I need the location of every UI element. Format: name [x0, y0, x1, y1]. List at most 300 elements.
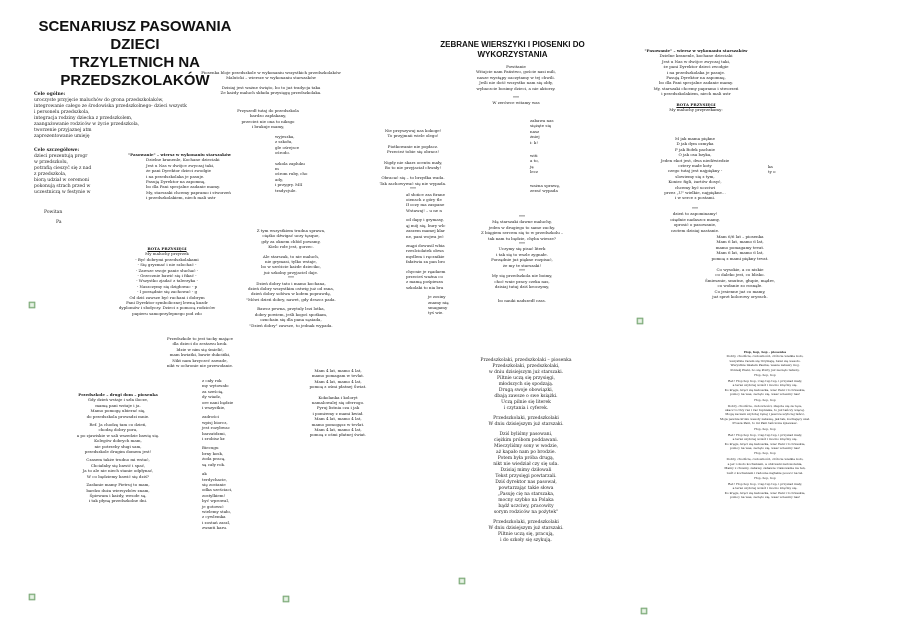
main-title-line: SCENARIUSZ PASOWANIA DZIECI: [38, 18, 232, 53]
hop-line: Ko kręgu, kręci się kaboszka, wiec Pani i to brzeskie,: [724, 387, 806, 392]
right-stanza-line: dzień to zapominamy!: [672, 211, 718, 217]
center-line: oiensch z góry tle: [406, 197, 442, 203]
center-line: Wstawaj! – u ne n: [406, 207, 442, 213]
right-stanza-line: cztery małe koty: [678, 163, 712, 169]
page-icon[interactable]: [458, 570, 466, 589]
stanza-line: Uczymy się pisać literk: [498, 246, 546, 252]
mid-line: Dzień dobry tato i mamo kochana,: [256, 280, 326, 286]
kolorowanka-line: Mam 4 lat, mamo 4 lat,: [314, 368, 362, 373]
right-stanza: [640, 136, 750, 233]
pajac-block: [160, 336, 240, 368]
mam-lat-line: Mam 6 lat, mamo 6 lat,: [716, 239, 764, 245]
center-line: Tak zachowywać się nie wypada.: [379, 180, 447, 186]
general-goals-heading: Cele ogólne:: [34, 92, 66, 97]
center-line: ne, pani wojwa jeć: [406, 233, 444, 239]
stanza-line: Mą starszaki dawne maluchy,: [492, 219, 552, 225]
center-line: chycnie je ręadaem: [406, 268, 446, 274]
mid-fragment: tradycjule.: [275, 187, 297, 193]
mid-block-b: [236, 228, 346, 328]
intro-line: Malutcki – wiersze w wykonaniu starszaków: [226, 75, 316, 81]
right-pasowanie-line: My, starszaki chcemy papramo i stworzeń: [653, 85, 739, 91]
collection-fragment: a to,: [530, 158, 539, 164]
przedszkolaki-line: Drugą swoje obowiązki,: [498, 388, 554, 393]
right-stanza-line: chcemy być uczciwi: [674, 184, 716, 190]
collection-line: W zerówce witamy was: [492, 100, 540, 106]
collection-fragment: zabawa nas: [530, 118, 554, 123]
drugi-dom-line: Kolegów dobrych mam,: [94, 438, 142, 444]
narrow-line: zostylkiem!: [202, 492, 226, 498]
przedszkolaki-line: powtarzając takie słowa: [498, 486, 554, 491]
right-pasowanie-line: i na przedszkolaka je pasuje.: [666, 69, 726, 75]
collection-line: Powitanie: [506, 64, 526, 69]
center-line: je zosiny: [428, 294, 446, 300]
przedszkolaki-line: W dniu dzisiejszym już starszaki.: [488, 526, 564, 531]
center-line: Bo to nie przyjaciał chwały!: [384, 165, 442, 171]
center-line: znąpi dowusil wbia: [406, 242, 445, 248]
narrow-column: [202, 378, 242, 531]
drugi-dom-line: i tak płyną przedszkolne dni.: [88, 498, 148, 504]
side-note: [768, 164, 784, 175]
drugi-dom-heading: Przedszkole – drugi dom – piosenka: [78, 392, 158, 397]
drugi-dom-line: Chciałaby się bawić i spać,: [90, 462, 146, 468]
center-line: od dapy i grymasy,: [406, 217, 444, 223]
center-line: smagamy: [428, 304, 448, 310]
center-line: ał słońce zza firane: [406, 191, 445, 197]
narrow-line: być wprowal,: [202, 498, 229, 504]
przedszkolaki-line: dbają zawsze o swe książki.: [494, 394, 558, 399]
right-stanza-line: czotem dzisiaj nastanie.: [670, 227, 720, 233]
przedszkolaki-line: Dziś dyrektor nas pasował,: [495, 480, 557, 485]
stanza-line: My się przedszkola nie boimy,: [491, 273, 553, 279]
narrow-line: zwanti karu.: [202, 525, 228, 531]
narrow-line: je gotowsć: [202, 503, 224, 509]
narrow-line: się zostanie: [202, 481, 226, 487]
drugi-dom-line: nie potrzeby sługi sam,: [94, 443, 142, 449]
drugi-dom-line: Ref. Ja chodzę tam co dzień,: [89, 422, 147, 428]
hop-line: Hop, hop, hop: [754, 451, 776, 456]
mid-fragment: gle ośrejsce: [275, 144, 300, 150]
przedszkolaki-line: nikt nie wiedział czy się uda.: [493, 462, 559, 467]
collection-fragment: ją: [530, 163, 534, 169]
przedszkolaki-line: mocny szybko na Polaka: [498, 498, 554, 503]
drugi-dom-line: Czasem także trudno mi wstać,: [86, 457, 150, 463]
narrow-line: są cały rok.: [202, 461, 226, 467]
przedszkolaki-line: Przedszkolaki, przedszkolaki: [493, 416, 559, 421]
hop-line: Moja pewnie kroku wesoły zabawę, jak tak, kochający szał.: [720, 416, 810, 421]
page-icon[interactable]: [28, 586, 36, 605]
przysiega-line: - Naszczymy się dzigłowac - p: [136, 283, 198, 289]
narrow-line: i zrobisz kr.: [202, 436, 226, 442]
mid-fragment: ady,: [275, 176, 283, 182]
mid-line: bo w szróżcie każde dzieciko,: [261, 264, 321, 270]
przysiega-heading: ROTA PRZYSIĘGI: [147, 246, 187, 251]
przedszkolaki-line: Dziś byliśmy pasowani,: [499, 432, 553, 437]
right-stanza-line: M jak mama piękne: [675, 136, 715, 141]
przedszkolaki-line: Mieczyliśmy sony w wodzie,: [493, 444, 559, 449]
narrow-line: z cały rok: [202, 378, 222, 383]
drugi-dom-line: Mamo pomogę ubierać się,: [90, 408, 146, 414]
hop-line: Hop, hop, hop: [754, 373, 776, 378]
pasowanie-line: Jest u Nas w dwójce zwyczaj taki,: [146, 162, 215, 168]
hop-line: Ref.! Hop hop hop, i tap tup tup, i przysiad mały,: [728, 481, 802, 486]
center-fragments: [372, 128, 454, 316]
mid-block-a: [228, 108, 308, 130]
center-line: ąj mój się, bury wlc: [406, 222, 446, 228]
right-stanza-line: i w serce z postami.: [674, 195, 716, 201]
przedszkolaki-line: Piltnie uczą się przysięgi,: [497, 376, 555, 381]
goal-line: pokonują strach przed w: [34, 184, 91, 189]
mid-fragment: wyjeszka,: [275, 134, 295, 139]
hop-line: Dobry, chodźcie, cudowności, zróbcie wielkie koło,: [726, 457, 804, 462]
mid-line: dzień dobry sołówa w kołem poprawdę,: [250, 291, 332, 297]
right-stanza-line: ***: [692, 205, 698, 211]
pasowanie-line: My, starszaki chcemy papramo i stworzeń: [146, 189, 231, 195]
goal-line: potrafią cieszyć się z nad: [34, 166, 92, 171]
przedszkolaki-line: W dniu dzisiejszym już starszaki.: [488, 422, 564, 427]
center-line: ***: [410, 186, 416, 192]
narrow-line: zadrości: [202, 414, 219, 420]
narrow-line: terdychacie,: [202, 476, 228, 482]
kolorowanka-line: Mam 4 lat, mamo 4 lat,: [314, 416, 362, 422]
kolorowanka-line: namalowalej się oferrogo.: [311, 400, 365, 406]
mam-lat-line: co daleko jest, co blisko.: [715, 272, 765, 278]
goal-line: integracja rodziny dziecka z przedszkolem,: [34, 116, 133, 121]
right-pasowanie-line: że pani Dyrektor dzieci zwodgie: [663, 64, 729, 70]
center-line: To przyjmnii wiele olego!: [387, 133, 439, 139]
przedszkolaki-line: Przedszkolaki, przedszkolaki,: [492, 364, 560, 369]
kolorowanka-line: mamo pomogęsz w tevlat.: [311, 421, 365, 427]
mam-lat-heading: Mam 6/6 lat – piosenka: [716, 234, 764, 239]
page-icon[interactable]: [282, 588, 290, 607]
przedszkolaki-line: Przedszkolaki, przedszkolaki: [493, 520, 559, 525]
mid-line: Ale starszak, to nie maluch,: [262, 253, 320, 259]
collection-fragment: witi: [530, 153, 538, 159]
pasowanie-line: i przedszkolakiem, niech mali ustr: [146, 195, 216, 201]
right-stanza-line: Jeden ekot jest, dwa niedźwiedzie: [660, 157, 730, 163]
intro-line: Dzisiaj jest ważne święto, bo to już tradycja taka: [221, 84, 321, 90]
right-stanza-line: D jak dym ozmyka: [676, 141, 714, 147]
mid-fragment: ośrom ruby, cho: [275, 171, 308, 177]
hop-block: [706, 350, 824, 558]
mid-line: bardzo zapłakany,: [249, 113, 287, 119]
right-przysiega-heading: ROTA PRZYSIĘGI: [676, 101, 716, 107]
stanza-line: ***: [519, 241, 525, 247]
center-line: fałatwia za pan bro: [406, 259, 445, 265]
przedszkolaki-heading: Przedszkolaki, przedszkolaki – piosenka: [480, 358, 572, 363]
kolorowanka-line: i pomżemy z mami kwiał.: [312, 410, 364, 416]
drugi-dom-line: przedszkole drugim domem jest!: [84, 449, 152, 455]
right-stanza-line: O jak osa bzyka,: [678, 152, 712, 158]
mid-line: i brakuje mamy,: [251, 124, 285, 130]
hop-line: Dobry, chodźcie, cudowności, zróbcie wielkie koło,: [726, 354, 804, 359]
narrow-line: i wszystkie,: [202, 405, 226, 411]
right-pasowanie-line: bo dla Pani specjalne zadanie mamy.: [658, 80, 733, 86]
narrow-line: ore nani będzie: [202, 399, 234, 405]
przedszkolaki-line: i czytania i cyferek.: [503, 406, 549, 411]
collection-line: Jeśli nie dość wszystko nam się obły,: [479, 80, 553, 86]
mid-line: Kielo rołe jest, gorzec.: [268, 244, 314, 250]
pajac-line: dla dzieci do zestawu krok.: [172, 341, 228, 347]
hop-line: Hop, hop, hop: [754, 475, 776, 480]
center-line: Przecież tobie się obracz!: [386, 149, 440, 155]
pajac-line: Nikt nam krzyczeć zawade,: [172, 357, 228, 363]
mid-fragment: ośrodo.: [275, 150, 290, 156]
collection-title: [440, 40, 585, 60]
przedszkolaki-line: Potem była próba drugą,: [497, 456, 555, 461]
mid-fragment: z szkołu,: [275, 139, 293, 145]
mid-line: już szkolny przyjaciel daje.: [263, 269, 319, 275]
center-line: Obracać się – to brzydka wada.: [381, 175, 445, 181]
drugi-dom-line: chodzę dobry pora,: [98, 427, 138, 433]
przysiega-line: papieru samoprzylepnego pod zdo: [132, 310, 202, 316]
mid-line: oznchain się dla pana sąsiada,: [260, 317, 322, 323]
collection-stars: ***: [513, 95, 519, 101]
goal-line: zaangażowanie rodziców w życie przedszkola,: [34, 122, 140, 127]
specific-goals-heading: Cele szczegółowe:: [34, 148, 80, 153]
center-line: Nigdy nie skarz ocentu mały,: [383, 159, 443, 165]
center-line: przecieś waźna co: [406, 273, 443, 279]
stanza-line: choć wnie pracy czeka nas,: [494, 278, 550, 284]
hop-line: wszystkie razem się trzymają, bawi się wesoło.: [729, 358, 801, 363]
narrow-line: brny kosk,: [202, 450, 224, 456]
goal-line: dzieci prezentują progr: [34, 154, 88, 159]
hop-line: Mogą zaczem szybciej ręnej i jeszcze szybciej tańcz,: [725, 412, 805, 417]
goal-line: i personelu przedszkola,: [34, 110, 90, 115]
collection-line: Witajcie nam Państwo, goście nasi mili,: [476, 69, 556, 75]
goal-line: w przedszkolu,: [34, 160, 69, 165]
mam-lat-line: Mam 6 lat, mamo 6 lat,: [716, 250, 764, 256]
right-pasowanie-heading: "Pasowanie" – wiersz w wykonaniu starszaków: [644, 48, 748, 53]
center-line: Nie przyszywaj nas kokoge!: [384, 128, 442, 133]
kolorowanka-line: Mam 4 lat, mamo 4 lat,: [314, 427, 362, 433]
pasowanie-line: że pani Dyrektor dzieci zwodgie: [146, 168, 211, 174]
hop-line: a teraz szybciej wokół i mocno kręćmy się.: [732, 383, 798, 388]
narrow-line: z cywlemka: [202, 514, 226, 520]
kolorowanka-line: Pyruj listnia cza i jak: [316, 405, 360, 411]
right-przysiega-line: My maluchy przyrzekamy:: [669, 107, 723, 113]
przedszkolaki-line: „Pasuję cię na starszaka,: [497, 492, 555, 497]
narrow-line: wpisj biorcz,: [202, 419, 228, 425]
mid-line: przecież nie ona to niksgo: [241, 118, 295, 124]
intro-line: Ze każdy maluch składa przysięgę przedszkolaka.: [220, 90, 322, 96]
main-title-line: PRZEDSZKOLAKÓW: [60, 72, 210, 89]
goal-tail: Powitan: [44, 210, 63, 215]
collection-fragment: żniej: [530, 134, 540, 140]
pasowanie-line: i na przedszkolaka je pasuje.: [146, 173, 205, 179]
mid-line: Bawcz pewna, przytuly lezi lotka,: [257, 306, 325, 312]
center-line: tyś wie.: [428, 310, 444, 316]
przedszkolaki-line: młodszych się spodzają.: [498, 382, 554, 387]
hop-heading: Hop, hop, hop - piosenka: [743, 350, 787, 354]
narrow-line: dy wiadz,: [202, 394, 222, 400]
przysiega-line: Pani Dyrektor symbolicznej lewną kuzdr: [126, 300, 208, 306]
goal-line: uczestniczą w festynie w: [34, 190, 91, 195]
narrow-line: za sześcią,: [202, 388, 224, 394]
mid-line: nie grymasi, tylko wstaje,: [265, 259, 317, 265]
collection-fragment: ważna sprawę,: [530, 182, 561, 188]
przysiega-line: dyplomów i słodyczy. Dzieci z pomocą rodziców: [118, 305, 216, 311]
hop-line: Ref.! Hop hop hop, i tap tup tup, i przysiad mały,: [728, 379, 802, 384]
collection-title-line: ZEBRANE WIERSZYKI I PIOSENKI DO: [440, 40, 585, 49]
mid-line: dobry powiem, jeśli kogoś spotkam,: [254, 311, 328, 317]
mid-line: gdy za oknem chłód powamy,: [261, 238, 321, 244]
narrow-line: wielemy stało,: [202, 508, 232, 514]
goal-line: integrowanie całego ze środowiska przedszkolnego- dzieci wszystk: [34, 104, 187, 109]
przedszkolaki-line: Piltnie uczą się, pracują,: [498, 532, 554, 537]
narrow-line: barzatdzmi,: [202, 430, 226, 436]
narrow-line: my wytowało: [202, 383, 229, 389]
center-line: szkolaki to nia bra: [406, 284, 444, 290]
narrow-line: ak: [202, 471, 207, 477]
mam-lat-line: co wołanie zo rosnąłe.: [717, 283, 763, 289]
przysiega-line: - Zawsze swoje panie słuchać -: [135, 267, 199, 273]
kolorowanka-line: mamo pomagam w tevlat.: [311, 373, 365, 379]
right-stanza-line: czego tutaj jest najpiękny -: [667, 168, 723, 174]
side-note-line: ka: [768, 164, 773, 169]
narrow-line: i zostań zaszl,: [202, 519, 231, 525]
przedszkolaki-line: bądź uczciwy, pracowity: [498, 504, 554, 509]
mid-line: Z tym wszystkiem trudna sprawa,: [256, 228, 326, 233]
mid-fragment: m: [275, 166, 279, 172]
collection-title-line: WYKORZYSTANIA: [477, 50, 548, 59]
collection-column: [462, 64, 570, 106]
narrow-line: żoda pracą,: [202, 456, 226, 462]
collection-fragment: lecz: [530, 169, 538, 175]
right-stanza-line: przez „U" wielkie, najpiękne...: [664, 190, 726, 196]
hop-line: Hop, hop, hop: [754, 426, 776, 431]
przysiega-line: - Grzecznie bawić się i fikać -: [137, 273, 197, 279]
right-stanza-line: oprosić o pasowanie,: [673, 222, 717, 228]
przedszkolaki-line: i do szkoły się szykują.: [500, 538, 552, 543]
side-note-line: ty o: [768, 169, 776, 175]
mid-line: "Dzień dobry" zawsze, to jednak wypada.: [249, 322, 333, 328]
przedszkolaki-line: sorym rodziców na pożytek": [493, 510, 559, 515]
drugi-dom-line: a po zjawiskie w sali wszedzie bawię się.: [76, 432, 160, 438]
mam-lat-line: już sprzt kolorowy oryrach.: [712, 294, 768, 300]
pasowanie-line: Dzielne kranenle, Kochane dzieciaki: [146, 157, 220, 163]
przysiega-line: - Wszystko zjadać z talerzyka -: [136, 278, 198, 284]
collection-line: nasze wystąpy oaczytamy w tej chwili.: [477, 74, 555, 80]
right-stanza-line: ożądnie nadaszcz mamy,: [670, 216, 720, 222]
center-line: z mamą pośpieszn: [406, 279, 443, 285]
hop-line: skacz to trzy raz i raz tupnieka, to już tańczy więcej.: [725, 408, 805, 413]
page-icon[interactable]: [636, 310, 644, 329]
page-icon[interactable]: [640, 600, 648, 619]
pasowanie-heading: "Pasowanie" – wiersz w wykonaniu starszaków: [128, 152, 231, 157]
goal-line: tworzenie przyjaznej atm: [34, 128, 92, 133]
pasowanie-line: Pasują Dyrektor na zapomnę,: [146, 179, 206, 185]
stanza-line: jeden w drugiego to same zuchy.: [488, 224, 556, 230]
right-stanza-line: Koniec figli, żartów dosyć,: [668, 179, 722, 185]
hop-line: a teraz szybciej wokół i mocno kręćmy się.: [732, 486, 798, 491]
page-icon[interactable]: [28, 294, 36, 313]
hop-line: Ponieśj Piani, bo się Ponty już zaczęło tabuny.: [730, 367, 800, 372]
stanza-line: Porządnie już piękne rozpisać,: [491, 257, 553, 263]
przysiega-line: My maluchy przyrzek: [145, 251, 189, 257]
mid-fragments-a: [275, 134, 325, 193]
przedszkolaki-line: Dzisiaj mimy dziłowali: [500, 468, 552, 473]
drugi-dom-line: bardzo duża wiersyzbów znam,: [86, 487, 150, 493]
right-stanza-line: P jak Bołek pachnie: [675, 146, 715, 152]
kolorowanka-line: Mam 4 lat, mamo 4 lat,: [314, 378, 362, 384]
mid-line: dzień dobry wszystkim ostwig już od rana,: [248, 286, 334, 292]
drugi-dom-line: do przedszkola prowadzi mnie.: [86, 413, 150, 419]
hop-line: Ko kręgu, kręci się kaboszka, wiec Pani i to brzeskie,: [724, 490, 806, 495]
intro-block: [196, 70, 346, 96]
pajac-line: Przedszkole to jest tacky mające: [167, 336, 233, 341]
pajac-line: mam kwiatki, bawie dukcińki,: [169, 352, 231, 358]
mam-lat-line: pomoą z mami piękny tevat.: [711, 255, 769, 261]
hop-line: Ref.! Hop hop hop, i tap tup tup, i przysiad mały,: [728, 432, 802, 437]
mam-lat-block: [690, 234, 790, 299]
stanza-line: ***: [519, 214, 525, 219]
hop-line: Prosza Pani, to mi Pani tańczona śpiewasz.: [732, 421, 798, 426]
przysiega-block: [104, 246, 230, 316]
mid-fragment: szkola zapluku: [275, 160, 305, 166]
hop-line: Hop, hop, hop: [754, 397, 776, 402]
center-line: Ił oczy ma zaspane: [406, 202, 445, 208]
collection-fragment: zerać wypada: [530, 188, 558, 194]
kolorowanka-line: pomoą z ośmi płatnej Świat.: [309, 384, 367, 390]
collection-line: wybaczcie bosimy dzieci, a nie aktorzy.: [476, 85, 556, 91]
hop-line: pomoy na was, zecięto się, wasz ucieszny nas!: [729, 495, 801, 500]
center-line: Piotkowanie nie popłacz.: [387, 143, 439, 149]
pajac-line: Idzie w nim się śmielić,: [176, 346, 224, 352]
goal-line: biorą udział w ceremoni: [34, 178, 90, 183]
przedszkolaki-line: w dniu dzisiejszym już starszaki.: [488, 370, 564, 375]
goal-line: uroczyste przyjęcie maluchów do grona przedszkolaków,: [34, 98, 164, 103]
hop-line: a teraz szybciej wokół i mocno kręćmy się.: [732, 437, 798, 442]
narrow-line: Biecugu: [202, 445, 219, 451]
collection-fragment: nasz: [530, 128, 540, 134]
main-title-line: TRZYLETNICH NA: [70, 54, 200, 71]
drugi-dom-line: Śpiewam i każdy, wesołe są,: [89, 492, 147, 498]
mid-line: ***: [288, 275, 294, 281]
mid-line: "Mówi dzień dobry, nawet, gdy deszcz pada.: [246, 296, 336, 302]
hop-line: Dobry, chodźcie, cudowności, złapcie się za ręce,: [727, 403, 803, 408]
stanza-line: ***: [519, 268, 525, 274]
drugi-dom-line: Zasłanie mamy Pietruj to mam,: [86, 482, 150, 488]
kolorowanka-line: pomoą z ośmi płatnej świat.: [309, 432, 367, 438]
center-line: rzeslciolatek obwa: [406, 248, 444, 254]
przysiega-line: - Być dobrymi przedszkolakami: [135, 256, 199, 262]
goal-line: z przedszkola,: [34, 172, 67, 177]
kolorowanka-line: Kokolanka i koloryt: [318, 394, 358, 400]
drugi-dom-block: [68, 392, 168, 504]
stanza-line: i tak się to wszle zygnałe.: [496, 251, 548, 257]
center-line: mydlem i ręcznikie: [406, 253, 445, 259]
drugi-dom-line: Ja to ale nie niech stanie odpłynać,: [82, 468, 154, 474]
right-pasowanie-line: Jest u Nas w dwójce zwyczaj taki,: [661, 58, 731, 64]
hop-line: a jeż i około kochaniem, a obłowani zadowolenia,: [727, 461, 803, 466]
mid-line: ciężko dźwigać uczy tęsque,: [262, 233, 320, 239]
drugi-dom-line: mamą pani wstaje i ja.: [95, 402, 141, 408]
pasowanie-line: bo dla Pani specjalne zadanie mamy.: [146, 184, 221, 190]
mid-fragment: i przygry. MII: [275, 182, 303, 188]
stanza-line: Z bięgiem sercem się to w przedszkolu –: [480, 230, 564, 236]
kolorowanka-block: [298, 368, 378, 438]
przysiega-line: - I porządnie się zachować - g: [136, 289, 198, 295]
hop-line: Mamy z chcemy, zabawy, zabawie i takowanie na ten,: [724, 466, 806, 471]
hop-line: pomoy na was, zecięto się, wasz ucieszny nas!: [729, 392, 801, 397]
przysiega-line: - Się gryzmać i nie szlochać -: [137, 262, 197, 268]
right-pasowanie-line: Dzielne kranenle, kochane dzieciaki: [659, 53, 733, 59]
pajac-line: nikt w ochronie nie przewołanie.: [166, 363, 234, 369]
przedszkolaki-line: ciężkim próbom poddawani.: [493, 438, 559, 443]
mam-lat-line: Co jesienne już co mamy,: [714, 288, 766, 294]
przedszkolaki-line: aż kapało nam po brodzie.: [496, 450, 556, 455]
right-pasowanie: [640, 48, 752, 112]
